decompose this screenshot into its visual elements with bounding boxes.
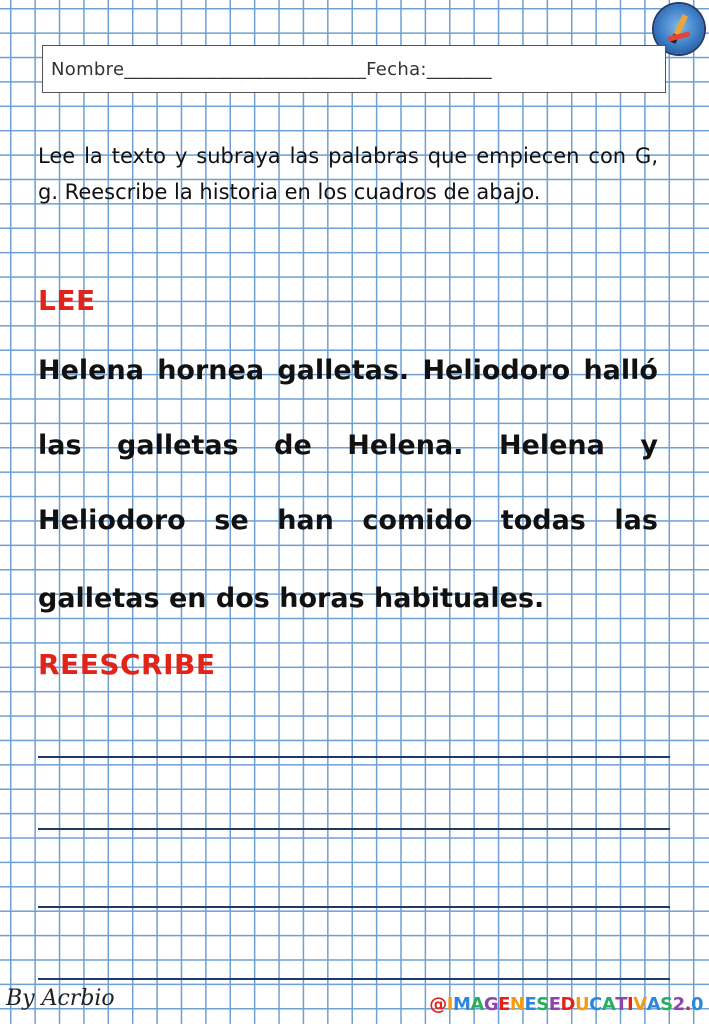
reading-line-4 — [38, 583, 658, 614]
watermark-letter: I — [627, 994, 634, 1015]
reading-word: Heliodoro — [422, 355, 571, 386]
writing-line[interactable] — [38, 828, 670, 830]
reading-line-1 — [38, 355, 658, 386]
watermark-letter: S — [660, 994, 673, 1015]
ruler-icon — [668, 31, 691, 42]
read-heading: LEE — [38, 284, 96, 317]
reading-word: todas — [500, 505, 586, 536]
reading-word: y — [640, 430, 658, 461]
reading-word: las — [38, 430, 82, 461]
reading-word: comido — [362, 505, 473, 536]
watermark-letter: C — [589, 994, 602, 1015]
name-date-label: Nombre__________________________Fecha:_______ — [51, 58, 492, 80]
watermark-letter: S — [536, 994, 549, 1015]
watermark-letter: 2 — [672, 994, 685, 1015]
name-date-field — [42, 45, 666, 93]
watermark-letter: U — [574, 994, 590, 1015]
writing-line[interactable] — [38, 978, 670, 980]
reading-line-2 — [38, 430, 658, 461]
reading-word: han — [277, 505, 334, 536]
watermark-letter: M — [452, 994, 471, 1015]
instructions-text: Lee la texto y subraya las palabras que empiecen con G, g. Reescribe la historia en los cuadros de abajo. — [38, 144, 658, 204]
writing-line[interactable] — [38, 906, 670, 908]
reading-word: halló — [583, 355, 658, 386]
reading-line-text: galletas en dos horas habituales. — [38, 583, 545, 614]
reading-word: Helena — [38, 355, 144, 386]
writing-line[interactable] — [38, 756, 670, 758]
reading-word: Helena — [498, 430, 605, 461]
reading-word: galletas. — [277, 355, 410, 386]
watermark-letter: E — [524, 994, 537, 1015]
reading-word: galletas — [117, 430, 239, 461]
author-signature: By Acrbio — [6, 986, 115, 1011]
reading-word: las — [614, 505, 658, 536]
watermark-letter: I — [446, 994, 453, 1015]
watermark-letter: E — [498, 994, 510, 1015]
reading-word: hornea — [157, 355, 265, 386]
reading-word: de — [274, 430, 312, 461]
watermark-letter: A — [470, 994, 484, 1015]
watermark-letter: V — [633, 994, 647, 1015]
watermark-letter: A — [601, 994, 616, 1015]
watermark-letter: @ — [429, 994, 447, 1015]
watermark-letter: D — [560, 994, 575, 1015]
rewrite-heading: REESCRIBE — [38, 648, 216, 681]
reading-word: Heliodoro — [38, 505, 186, 536]
reading-word: Helena. — [347, 430, 464, 461]
watermark-letter: 0 — [690, 994, 703, 1015]
watermark-letter: . — [684, 994, 691, 1015]
reading-word: se — [214, 505, 249, 536]
watermark-letter: A — [646, 994, 661, 1015]
site-watermark — [429, 994, 703, 1015]
watermark-letter: T — [615, 994, 628, 1015]
watermark-letter: N — [509, 994, 525, 1015]
reading-line-3 — [38, 505, 658, 536]
watermark-letter: G — [483, 994, 499, 1015]
watermark-letter: E — [548, 994, 561, 1015]
